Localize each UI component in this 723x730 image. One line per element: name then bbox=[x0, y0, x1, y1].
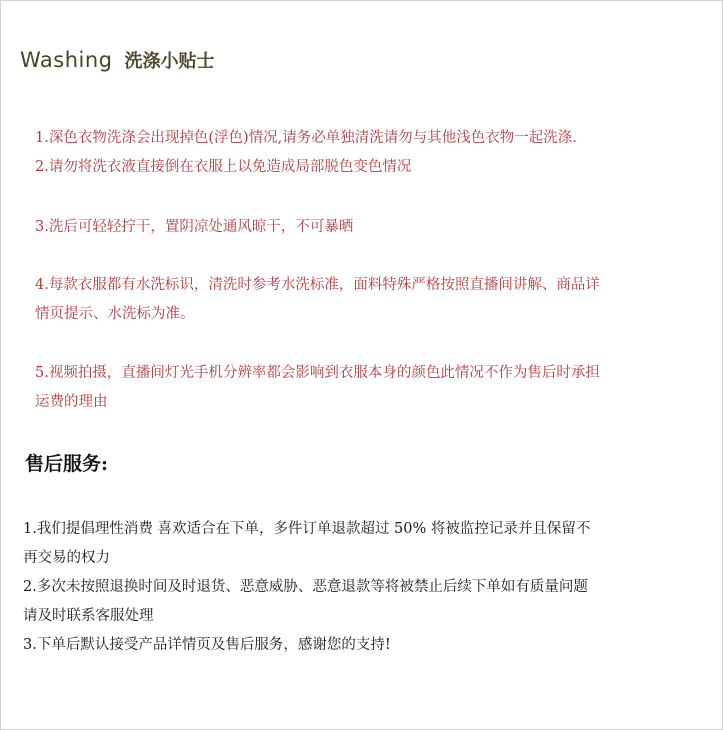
service-line: 2.多次未按照退换时间及时退货、恶意威胁、恶意退款等将被禁止后续下单如有质量问题 bbox=[23, 579, 588, 595]
tip-line: 2.请勿将洗衣液直接倒在衣服上以免造成局部脱色变色情况 bbox=[35, 159, 412, 175]
tip-line: 情页提示、水洗标为准。 bbox=[35, 306, 195, 322]
washing-tip-5 bbox=[35, 359, 707, 417]
after-sales-heading: 售后服务: bbox=[25, 453, 109, 475]
tip-line: 5.视频拍摄，直播间灯光手机分辨率都会影响到衣服本身的颜色此情况不作为售后时承担 bbox=[35, 365, 600, 381]
washing-title bbox=[20, 47, 215, 73]
service-line: 再交易的权力 bbox=[23, 550, 110, 566]
tip-line: 1.深色衣物洗涤会出现掉色(浮色)情况,请务必单独清洗请勿与其他浅色衣物一起洗涤. bbox=[35, 130, 577, 146]
tip-line: 运费的理由 bbox=[35, 394, 108, 410]
washing-tip-4 bbox=[35, 271, 707, 329]
washing-title-zh: 洗涤小贴士 bbox=[124, 51, 215, 72]
tip-line: 4.每款衣服都有水洗标识，清洗时参考水洗标准，面料特殊严格按照直播间讲解、商品详 bbox=[35, 277, 600, 293]
service-line: 请及时联系客服处理 bbox=[23, 608, 154, 624]
washing-tip-3 bbox=[35, 213, 707, 242]
after-sales-item-1 bbox=[23, 515, 693, 573]
after-sales-item-2 bbox=[23, 573, 693, 631]
tip-line: 3.洗后可轻轻拧干，置阴凉处通风晾干，不可暴晒 bbox=[35, 219, 354, 235]
service-line: 1.我们提倡理性消费 喜欢适合在下单，多件订单退款超过 50% 将被监控记录并且保留不 bbox=[23, 521, 591, 537]
washing-title-en: Washing bbox=[20, 48, 113, 72]
washing-tip-1-2 bbox=[35, 124, 707, 182]
after-sales-item-3 bbox=[23, 631, 693, 660]
service-line: 3.下单后默认接受产品详情页及售后服务，感谢您的支持! bbox=[23, 637, 391, 653]
